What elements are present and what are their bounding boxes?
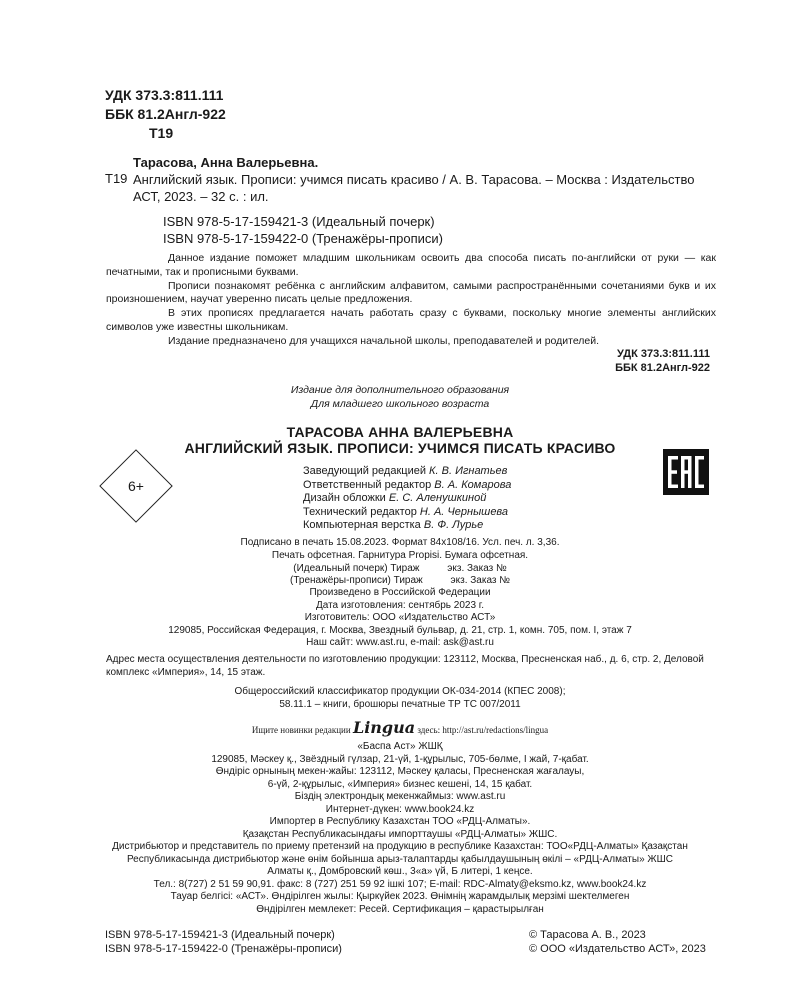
producer-line: Произведено в Российской Федерации (309, 587, 491, 598)
kz-line: Дистрибьютор и представитель по приему претензий на продукцию в республике Казахстан: ТОО«РДЦ-Алматы» Қазақстан (112, 841, 688, 852)
book-title: АНГЛИЙСКИЙ ЯЗЫК. ПРОПИСИ: УЧИМСЯ ПИСАТЬ КРАСИВО (184, 440, 616, 456)
kz-line: Өндірілген мемлекет: Ресей. Сертификация – қарастырылған (256, 903, 544, 915)
bibliography-author: Тарасова, Анна Валерьевна. (133, 155, 319, 170)
staff-list (303, 465, 511, 533)
kazakhstan-info (0, 741, 800, 916)
classifier-line: Общероссийский классификатор продукции ОК-034-2014 (КПЕС 2008); (234, 686, 566, 697)
copyright-block (529, 929, 706, 956)
print-line: Подписано в печать 15.08.2023. Формат 84x108/16. Усл. печ. л. 3,36. (240, 537, 560, 548)
staff-name: В. А. Комарова (434, 478, 512, 491)
bbk-code: ББК 81.2Англ-922 (105, 106, 226, 122)
bibliography-author-mark: Т19 (105, 171, 128, 186)
bbk-code: ББК 81.2Англ-922 (615, 362, 710, 374)
bibliography-isbn-block (163, 213, 443, 247)
staff-line (303, 465, 511, 479)
staff-role: Дизайн обложки (303, 492, 386, 505)
producer-info (0, 587, 800, 650)
classifier-info (0, 686, 800, 711)
staff-line (303, 492, 511, 506)
footer-isbn-block (105, 929, 342, 956)
producer-line: 129085, Российская Федерация, г. Москва, Звездный бульвар, д. 21, стр. 1, комн. 705, пом. I, этаж 7 (168, 624, 632, 636)
lingua-prefix: Ищите новинки редакции (251, 725, 351, 735)
print-line: (Тренажёры-прописи) Тираж экз. Заказ № (290, 575, 510, 587)
lingua-line (0, 718, 800, 737)
author-mark: Т19 (149, 125, 174, 141)
staff-line (303, 506, 511, 520)
udk-right-block (615, 347, 710, 375)
staff-role: Технический редактор (303, 505, 417, 518)
producer-line: Дата изготовления: сентябрь 2023 г. (315, 599, 485, 611)
staff-role: Заведующий редакцией (303, 465, 426, 477)
lingua-suffix: здесь: http://ast.ru/redactions/lingua (417, 725, 549, 735)
kz-line: Импортер в Республику Казахстан ТОО «РДЦ-Алматы». (269, 816, 531, 827)
kz-line: «Баспа Аст» ЖШҚ (357, 741, 443, 752)
annotation (106, 252, 716, 349)
author-caps: ТАРАСОВА АННА ВАЛЕРЬЕВНА (286, 424, 514, 440)
edition-line: Для младшего школьного возраста (310, 398, 490, 410)
producer-line: Наш сайт: www.ast.ru, e-mail: ask@ast.ru (306, 637, 494, 649)
eac-certification-icon (663, 449, 709, 495)
copyright-line: © Тарасова А. В., 2023 (529, 929, 646, 941)
bibliography-description: Английский язык. Прописи: учимся писать красиво / А. В. Тарасова. – Москва : Издательство АСТ, 2023. – 32 с. : ил. (133, 172, 695, 204)
kz-line: Интернет-дүкен: www.book24.kz (325, 803, 475, 815)
kz-line: Біздің электрондық мекенжаймыз: www.ast.ru (294, 791, 506, 802)
edition-info (0, 383, 800, 411)
kz-line: Өндіріс орнының мекен-жайы: 123112, Мәскеу қаласы, Пресненская жағалауы, (215, 766, 585, 777)
kz-line: Алматы қ., Домбровский көш., 3«а» үй, Б литері, 1 кеңсе. (267, 866, 533, 877)
age-rating-label: 6+ (128, 478, 144, 494)
kz-line: Тауар белгісі: «АСТ». Өндірілген жылы: Қыркүйек 2023. Өнімнің жарамдылық мерзімі шектелмеген (170, 891, 630, 902)
kz-line: Республикасында дистрибьютор және өнім бойынша арыз-талаптарды қабылдаушының өкілі – «РДЦ-Алматы» ЖШС (126, 853, 674, 865)
kz-line: Қазақстан Республикасындағы импорттаушы «РДЦ-Алматы» ЖШС. (242, 828, 558, 840)
annotation-paragraph: В этих прописях предлагается начать работать сразу с буквами, поскольку многие элементы английских символов уже известны школьникам. (106, 307, 716, 333)
annotation-paragraph: Издание предназначено для учащихся начальной школы, преподавателей и родителей. (168, 334, 600, 347)
activity-address: Адрес места осуществления деятельности по изготовлению продукции: 123112, Москва, Пресненская наб., д. 6, стр. 2, Деловой комплекс «Империя», 14, 15 этаж. (106, 654, 704, 678)
copyright-line: © ООО «Издательство АСТ», 2023 (529, 942, 706, 955)
staff-role: Ответственный редактор (303, 478, 432, 491)
annotation-paragraph: Данное издание поможет младшим школьникам освоить два способа писать по-английски от руки — как печатными, так и прописными буквами. (106, 252, 716, 278)
staff-name: Н. А. Чернышева (419, 505, 509, 518)
udk-code: УДК 373.3:811.111 (616, 348, 710, 360)
print-line: Печать офсетная. Гарнитура Propisi. Бумага офсетная. (271, 549, 529, 561)
print-info (0, 537, 800, 588)
lingua-logo: Lingua (352, 718, 416, 737)
isbn-line: ISBN 978-5-17-159421-3 (Идеальный почерк) (163, 214, 435, 229)
staff-line (303, 479, 511, 493)
staff-name: Е. С. Аленушкиной (388, 492, 487, 505)
kz-line: 129085, Мәскеу қ., Звёздный гүлзар, 21-үй, 1-құрылыс, 705-бөлме, I жай, 7-қабат. (211, 753, 589, 765)
udk-code: УДК 373.3:811.111 (105, 87, 224, 103)
udk-header-block (105, 86, 226, 143)
isbn-line: ISBN 978-5-17-159421-3 (Идеальный почерк) (105, 929, 335, 941)
annotation-paragraph: Прописи познакомят ребёнка с английским алфавитом, самыми распространёнными сочетаниями букв и их произношением, научат уверенно писать целые предложения. (106, 279, 716, 306)
kz-line: Тел.: 8(727) 2 51 59 90,91. факс: 8 (727) 251 59 92 ішкі 107; E-mail: RDC-Almaty@eksmo.kz, www.book24.kz (153, 878, 647, 890)
isbn-line: ISBN 978-5-17-159422-0 (Тренажёры-прописи) (163, 231, 444, 246)
staff-name: К. В. Игнатьев (429, 465, 508, 477)
isbn-line: ISBN 978-5-17-159422-0 (Тренажёры-прописи) (105, 942, 342, 955)
edition-line: Издание для дополнительного образования (290, 384, 510, 396)
kz-line: 6-үй, 2-құрылыс, «Империя» бизнес кешені, 14, 15 қабат. (267, 778, 533, 790)
staff-role: Компьютерная верстка (303, 519, 421, 532)
staff-line (303, 519, 511, 533)
staff-name: В. Ф. Лурье (423, 519, 484, 532)
print-line: (Идеальный почерк) Тираж экз. Заказ № (293, 562, 507, 574)
producer-line: Изготовитель: ООО «Издательство АСТ» (304, 612, 496, 624)
classifier-line: 58.11.1 – книги, брошюры печатные ТР ТС 007/2011 (279, 698, 521, 710)
